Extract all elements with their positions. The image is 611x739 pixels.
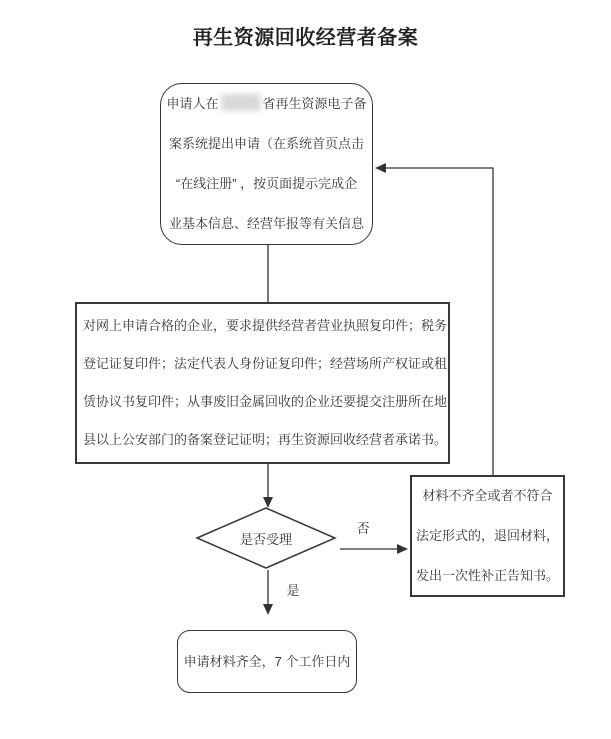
flow-step-required-materials	[75, 302, 450, 464]
edge-label-no: 否	[356, 520, 370, 536]
text-line: 申请材料齐全，7 个工作日内	[183, 653, 351, 669]
arrow-yes-head	[263, 604, 273, 615]
flow-step-online-application	[160, 83, 373, 245]
text-line: 业基本信息、经营年报等有关信息	[168, 216, 364, 231]
flow-step-reject-materials	[410, 475, 565, 597]
text-line: “在线注册” ，按页面提示完成企	[175, 176, 358, 191]
text-line: 法定形式的，退回材料，	[415, 528, 559, 543]
arrow-box2-decision-head	[263, 497, 273, 508]
arrow-no-head	[397, 544, 408, 554]
text-line: 材料不齐全或者不符合	[422, 488, 553, 503]
text-line: 县以上公安部门的备案登记证明；再生资源回收经营者承诺书。	[83, 432, 448, 447]
text-line: 对网上申请合格的企业，要求提供经营者营业执照复印件；税务	[83, 318, 448, 333]
text-segment: 申请人在	[166, 96, 219, 111]
text-segment: 省再生资源电子备	[262, 96, 367, 111]
text-line: 登记证复印件；法定代表人身份证复印件；经营场所产权证或租	[83, 356, 448, 371]
feedback-arrow-head	[375, 163, 386, 173]
text-line: 案系统提出申请（在系统首页点击	[168, 136, 364, 151]
redaction-blur	[221, 94, 261, 111]
page-title: 再生资源回收经营者备案	[192, 27, 419, 49]
edge-label-yes: 是	[286, 582, 300, 598]
text-line	[161, 84, 372, 124]
text-line: 发出一次性补正告知书。	[415, 568, 559, 583]
decision-label: 是否受理	[239, 531, 292, 547]
text-line: 赁协议书复印件；从事废旧金属回收的企业还要提交注册所在地	[83, 394, 448, 409]
flow-step-accept	[177, 630, 357, 693]
